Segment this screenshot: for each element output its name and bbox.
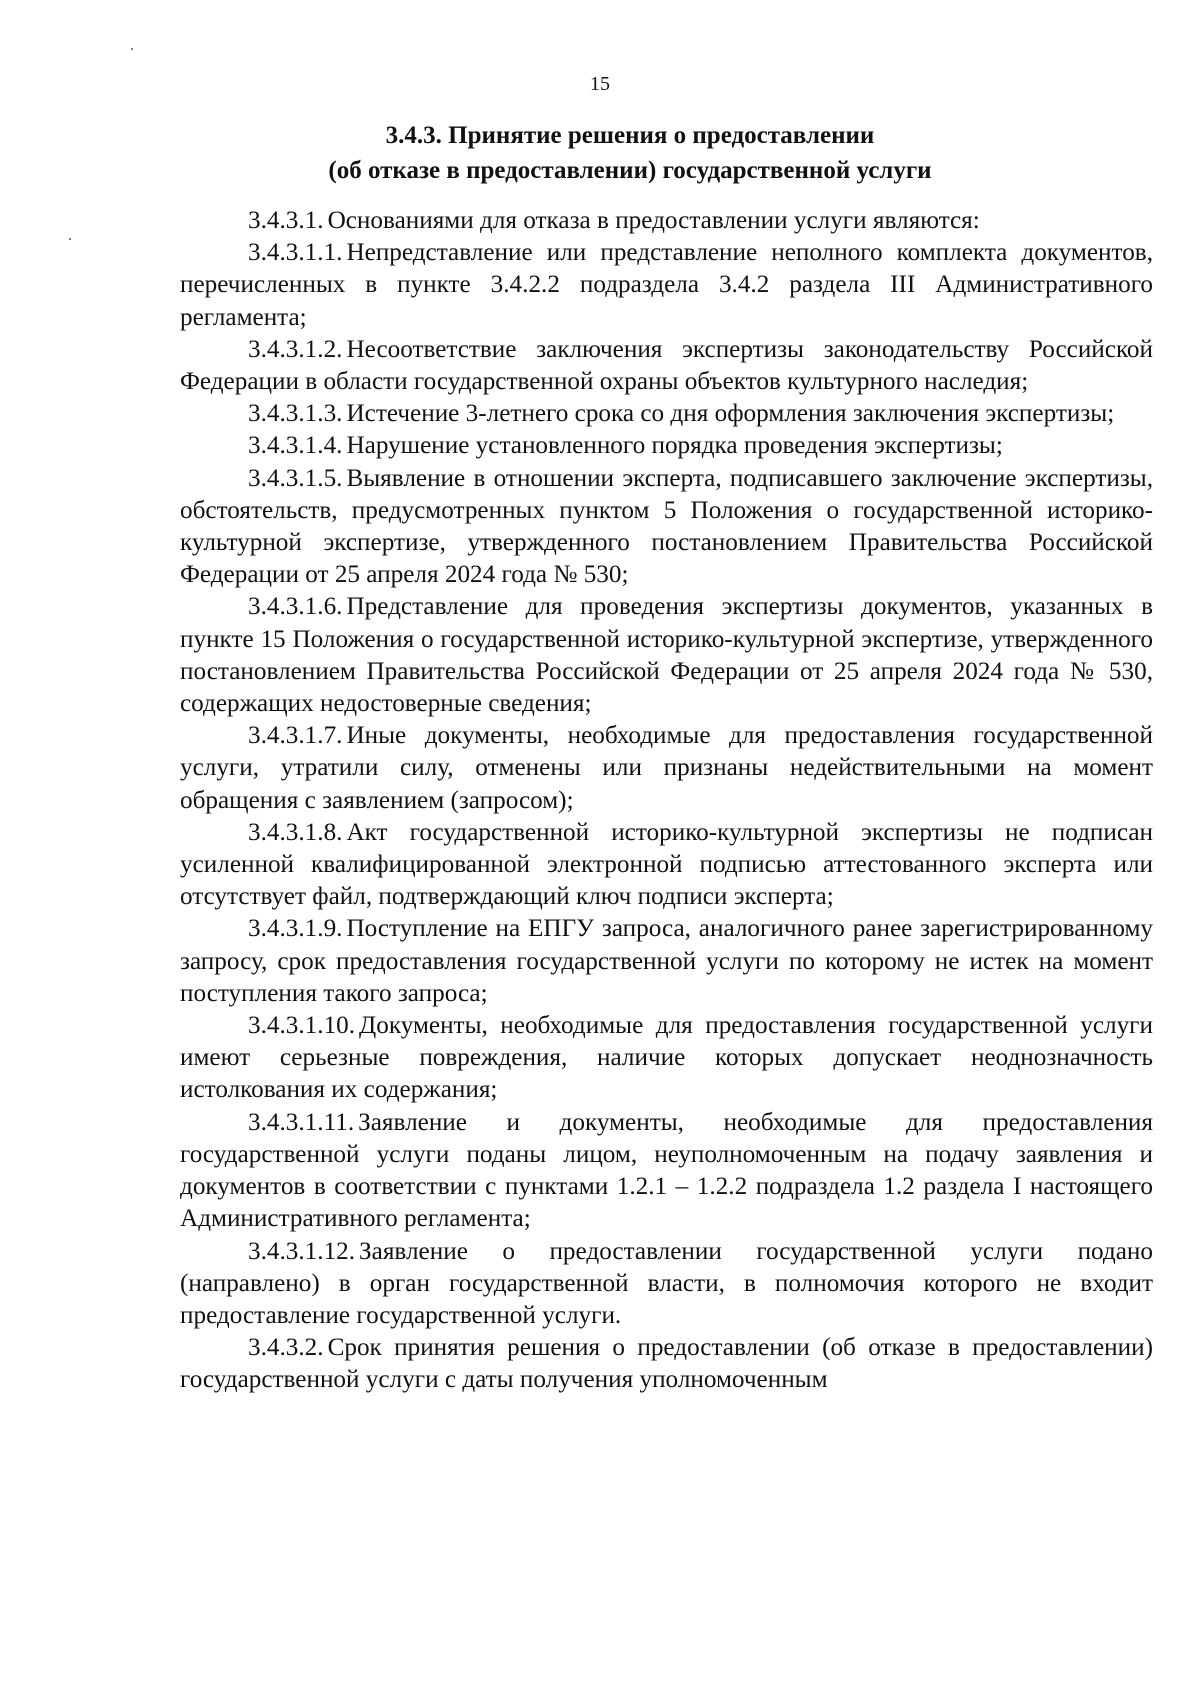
paragraph	[180, 463, 1153, 592]
paragraph-number: 3.4.3.1.7.	[248, 722, 343, 750]
paragraph	[180, 591, 1153, 720]
paragraph	[180, 720, 1153, 817]
paragraph-number: 3.4.3.1.4.	[248, 432, 343, 460]
paragraph	[180, 1107, 1153, 1236]
paragraph-text: Акт государственной историко-культурной экспертизы не подписан усиленной квалифицированной электронной подписью аттестованного эксперта или отсутствует файл, подтверждающий ключ подписи эксперта;	[180, 818, 1153, 911]
paragraph	[180, 913, 1153, 1010]
paragraph	[180, 430, 1153, 462]
section-heading-line-2: (об отказе в предоставлении) государственной услуги	[328, 157, 932, 184]
paragraph-number: 3.4.3.1.2.	[248, 335, 343, 363]
paragraph-text: Основаниями для отказа в предоставлении услуги являются:	[327, 207, 980, 234]
paragraph-text: Непредставление или представление неполного комплекта документов, перечисленных в пункте 3.4.2.2 подраздела 3.4.2 раздела III Административного регламента;	[180, 239, 1153, 331]
paragraph-text: Заявление и документы, необходимые для предоставления государственной услуги поданы лицом, неуполномоченным на подачу заявления и документов в соответствии с пунктами 1.2.1 – 1.2.2 подраздела 1.2 раздела I настоящего Административного регламента;	[180, 1108, 1153, 1233]
paragraph-number: 3.4.3.1.10.	[248, 1012, 356, 1040]
scan-speck	[69, 238, 71, 240]
paragraph-number: 3.4.3.2.	[248, 1334, 324, 1362]
paragraph	[180, 1332, 1153, 1396]
paragraph-text: Несоответствие заключения экспертизы законодательству Российской Федерации в области государственной охраны объектов культурного наследия;	[180, 335, 1153, 396]
paragraph-number: 3.4.3.1.6.	[248, 593, 343, 621]
paragraph-number: 3.4.3.1.5.	[248, 464, 343, 492]
paragraph-number: 3.4.3.1.1.	[248, 239, 343, 267]
paragraph-number: 3.4.3.1.3.	[248, 400, 343, 428]
paragraph	[180, 817, 1153, 914]
paragraph-text: Нарушение установленного порядка проведения экспертизы;	[346, 432, 1003, 460]
paragraph	[180, 1010, 1153, 1107]
paragraph-text: Истечение 3-летнего срока со дня оформления заключения экспертизы;	[346, 400, 1115, 428]
paragraph-number: 3.4.3.1.	[248, 207, 324, 234]
paragraph-text: Иные документы, необходимые для предоставления государственной услуги, утратили силу, отменены или признаны недействительными на момент обращения с заявлением (запросом);	[180, 722, 1153, 814]
page-number: 15	[590, 73, 610, 95]
paragraph-text: Выявление в отношении эксперта, подписавшего заключение экспертизы, обстоятельств, предусмотренных пунктом 5 Положения о государственной историко-культурной экспертизе, утвержденного постановлением Правительства Российской Федерации от 25 апреля 2024 года № 530;	[180, 464, 1153, 589]
paragraph-number: 3.4.3.1.11.	[248, 1108, 355, 1136]
paragraph	[180, 205, 1153, 237]
paragraph	[180, 237, 1153, 334]
paragraph	[180, 334, 1153, 398]
paragraph-number: 3.4.3.1.8.	[248, 818, 343, 846]
document-body	[180, 205, 1153, 1397]
section-heading-line-1: 3.4.3. Принятие решения о предоставлении	[385, 122, 875, 149]
paragraph	[180, 1236, 1153, 1333]
section-heading	[180, 118, 1080, 188]
scan-speck	[131, 48, 133, 50]
paragraph-number: 3.4.3.1.12.	[248, 1237, 356, 1265]
paragraph-text: Поступление на ЕПГУ запроса, аналогичного ранее зарегистрированному запросу, срок предоставления государственной услуги по которому не истек на момент поступления такого запроса;	[180, 915, 1153, 1007]
paragraph-text: Срок принятия решения о предоставлении (об отказе в предоставлении) государственной услуги с даты получения уполномоченным	[180, 1334, 1153, 1394]
paragraph-number: 3.4.3.1.9.	[248, 915, 343, 943]
paragraph-text: Документы, необходимые для предоставления государственной услуги имеют серьезные повреждения, наличие которых допускает неоднозначность истолкования их содержания;	[180, 1012, 1153, 1104]
paragraph-text: Представление для проведения экспертизы документов, указанных в пункте 15 Положения о государственной историко-культурной экспертизе, утвержденного постановлением Правительства Российской Федерации от 25 апреля 2024 года № 530, содержащих недостоверные сведения;	[180, 593, 1153, 718]
paragraph-text: Заявление о предоставлении государственной услуги подано (направлено) в орган государственной власти, в полномочия которого не входит предоставление государственной услуги.	[180, 1237, 1153, 1329]
paragraph	[180, 398, 1153, 430]
